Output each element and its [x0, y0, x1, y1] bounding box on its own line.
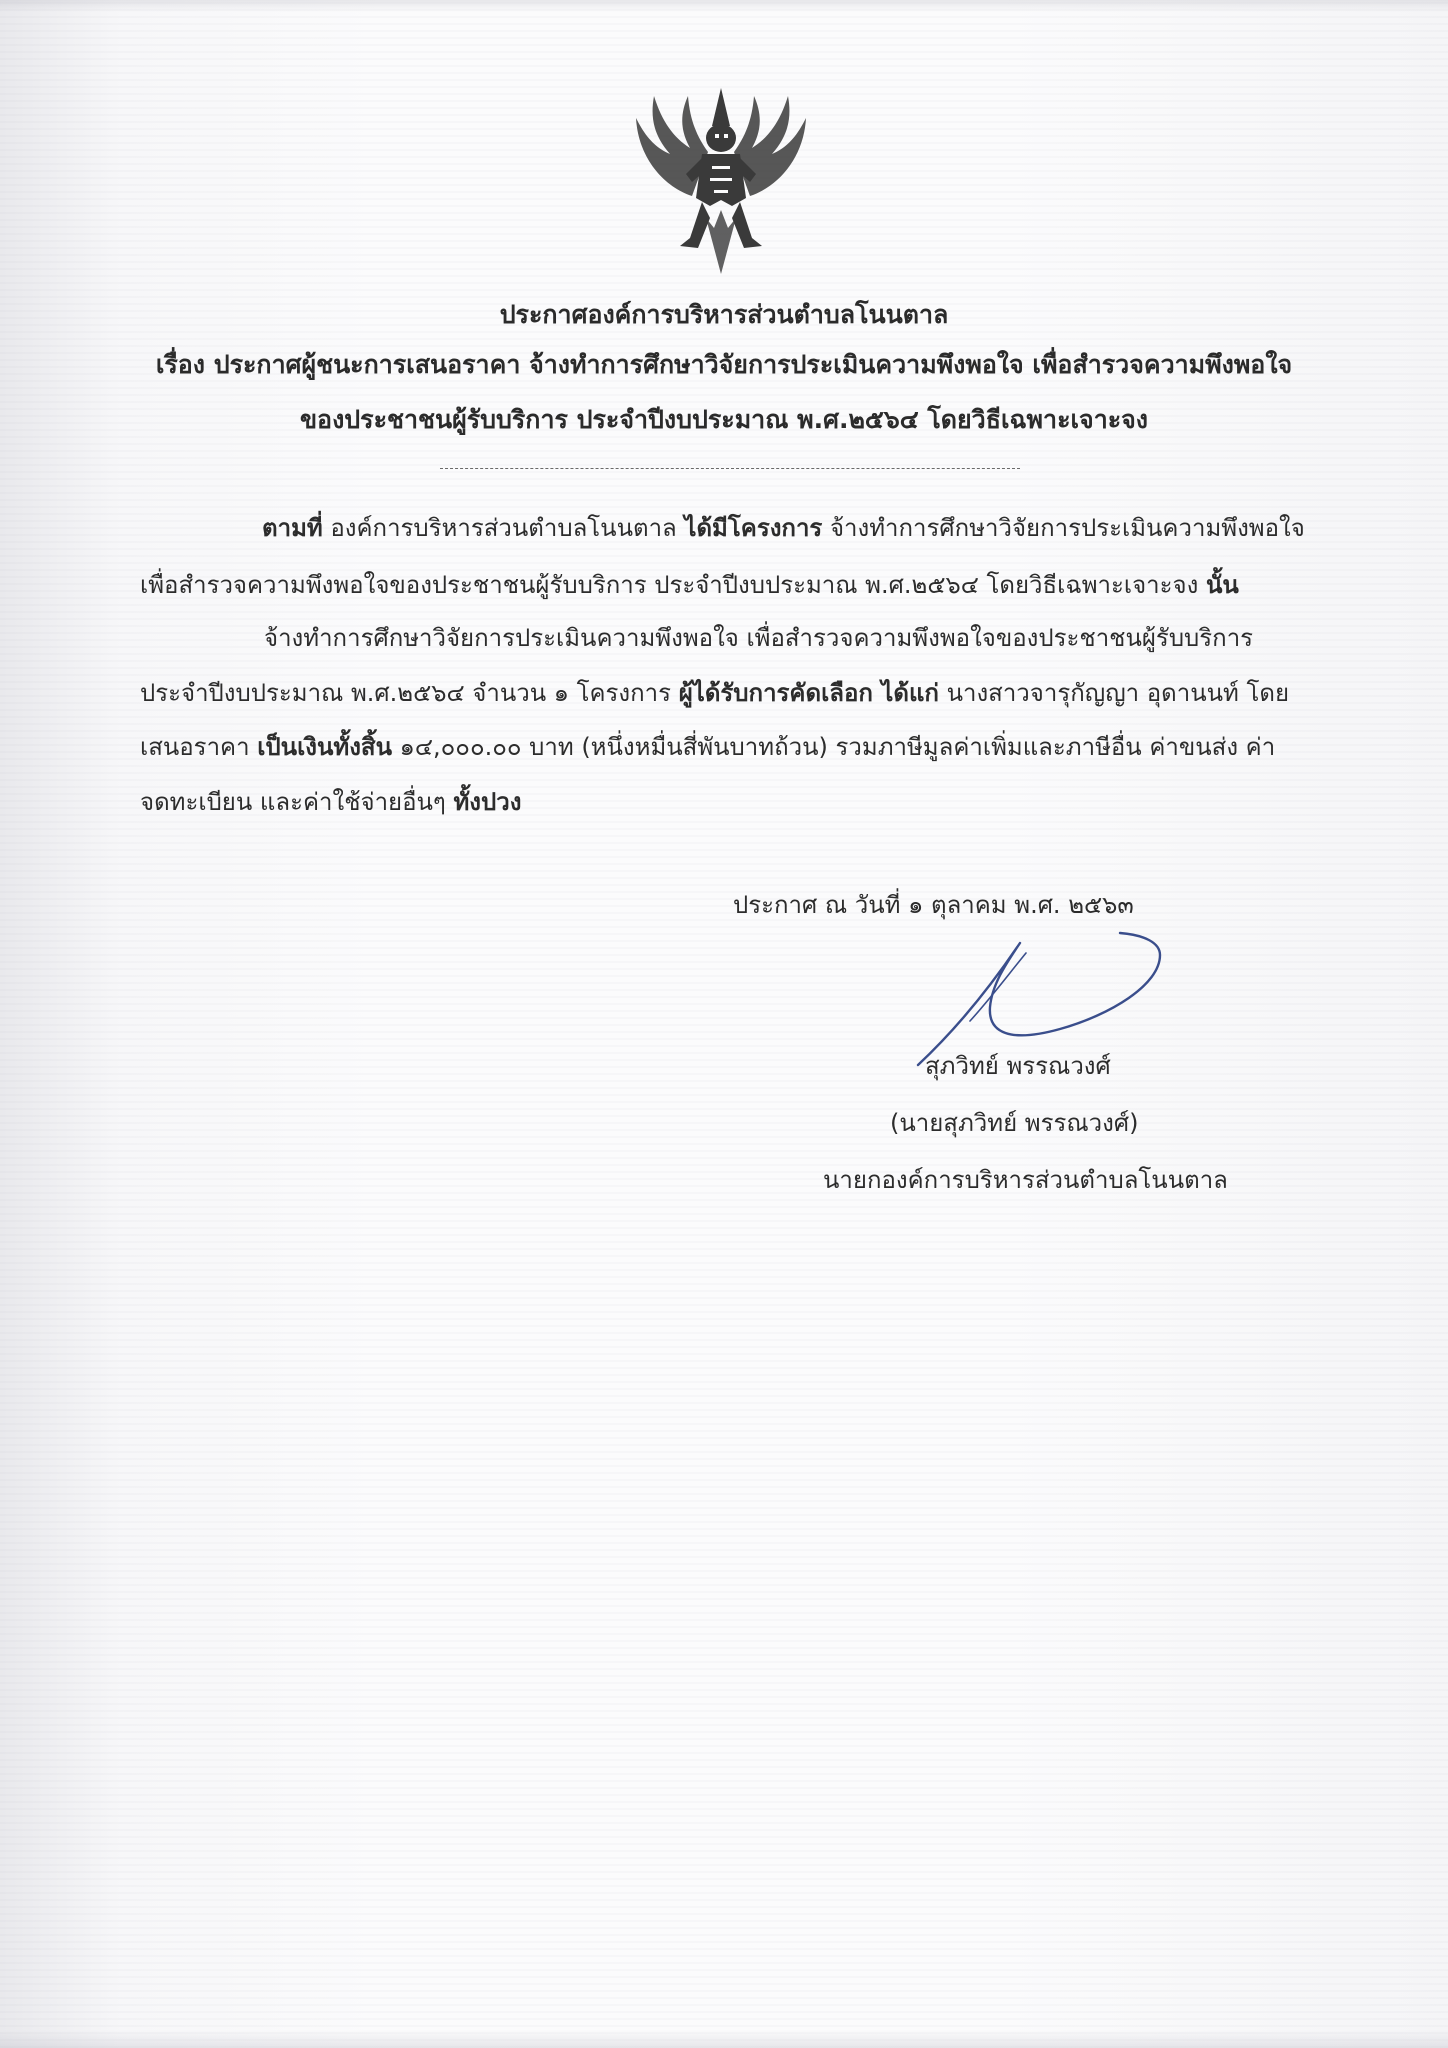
subject-rest: จ้างทำการศึกษาวิจัยการประเมินความพึงพอใจ เพื่อสำรวจความพึงพอใจ: [529, 350, 1293, 379]
scan-edge-bottom: [0, 2030, 1448, 2048]
garuda-emblem-icon: [632, 78, 810, 278]
text-segment: ได้มีโครงการ: [684, 514, 823, 542]
text-segment: ทั้งปวง: [453, 788, 522, 816]
signer-full-name: (นายสุภวิทย์ พรรณวงศ์): [890, 1109, 1139, 1137]
text-segment: รวมภาษีมูลค่าเพิ่มและภาษีอื่น ค่าขนส่ง ค่า: [835, 733, 1276, 761]
document-title: ประกาศองค์การบริหารส่วนตำบลโนนตาล: [499, 300, 949, 329]
text-segment: ๑๔,๐๐๐.๐๐ บาท (หนึ่งหมื่นสี่พันบาทถ้วน): [399, 733, 828, 761]
signer-position: นายกองค์การบริหารส่วนตำบลโนนตาล: [823, 1166, 1228, 1194]
announcement-date: ประกาศ ณ วันที่ ๑ ตุลาคม พ.ศ. ๒๕๖๓: [733, 891, 1134, 919]
subject-line-1: [0, 345, 1448, 385]
text-segment: องค์การบริหารส่วนตำบลโนนตาล: [330, 514, 677, 542]
paragraph-2-line-4: [140, 782, 521, 821]
header-divider: [440, 468, 1020, 469]
text-segment: เป็นเงินทั้งสิ้น: [257, 733, 392, 761]
text-segment: นางสาวจารุกัญญา อุดานนท์ โดย: [946, 679, 1290, 707]
subject-line2-bold: ของประชาชนผู้รับบริการ ประจำปีงบประมาณ พ.ศ.๒๕๖๔: [299, 405, 919, 434]
subject-bold: เรื่อง ประกาศผู้ชนะการเสนอราคา: [155, 350, 521, 379]
subject-line2-rest: โดยวิธีเฉพาะเจาะจง: [927, 405, 1149, 434]
text-segment: ผู้ได้รับการคัดเลือก ได้แก่: [678, 679, 939, 707]
paragraph-2-line-1: จ้างทำการศึกษาวิจัยการประเมินความพึงพอใจ เพื่อสำรวจความพึงพอใจของประชาชนผู้รับบริการ: [264, 624, 1254, 652]
paragraph-2-line-2: [140, 673, 1289, 712]
paragraph-1-line-2: [140, 565, 1239, 604]
subject-line-2: [0, 400, 1448, 440]
text-segment: เสนอราคา: [140, 733, 250, 761]
text-segment: เพื่อสำรวจความพึงพอใจของประชาชนผู้รับบริการ ประจำปีงบประมาณ พ.ศ.๒๕๖๔ โดยวิธีเฉพาะเจาะจง: [140, 571, 1199, 599]
text-segment: นั้น: [1205, 571, 1239, 599]
paragraph-2-line-3: [140, 727, 1275, 766]
scan-edge-top: [0, 0, 1448, 12]
paragraph-1-line-1: [262, 508, 1305, 547]
signer-name: สุภวิทย์ พรรณวงศ์: [925, 1052, 1111, 1080]
text-segment: ตามที่: [262, 514, 323, 542]
text-segment: จ้างทำการศึกษาวิจัยการประเมินความพึงพอใจ: [829, 514, 1305, 542]
text-segment: จดทะเบียน และค่าใช้จ่ายอื่นๆ: [140, 788, 446, 816]
text-segment: ประจำปีงบประมาณ พ.ศ.๒๕๖๔ จำนวน ๑ โครงการ: [140, 679, 672, 707]
